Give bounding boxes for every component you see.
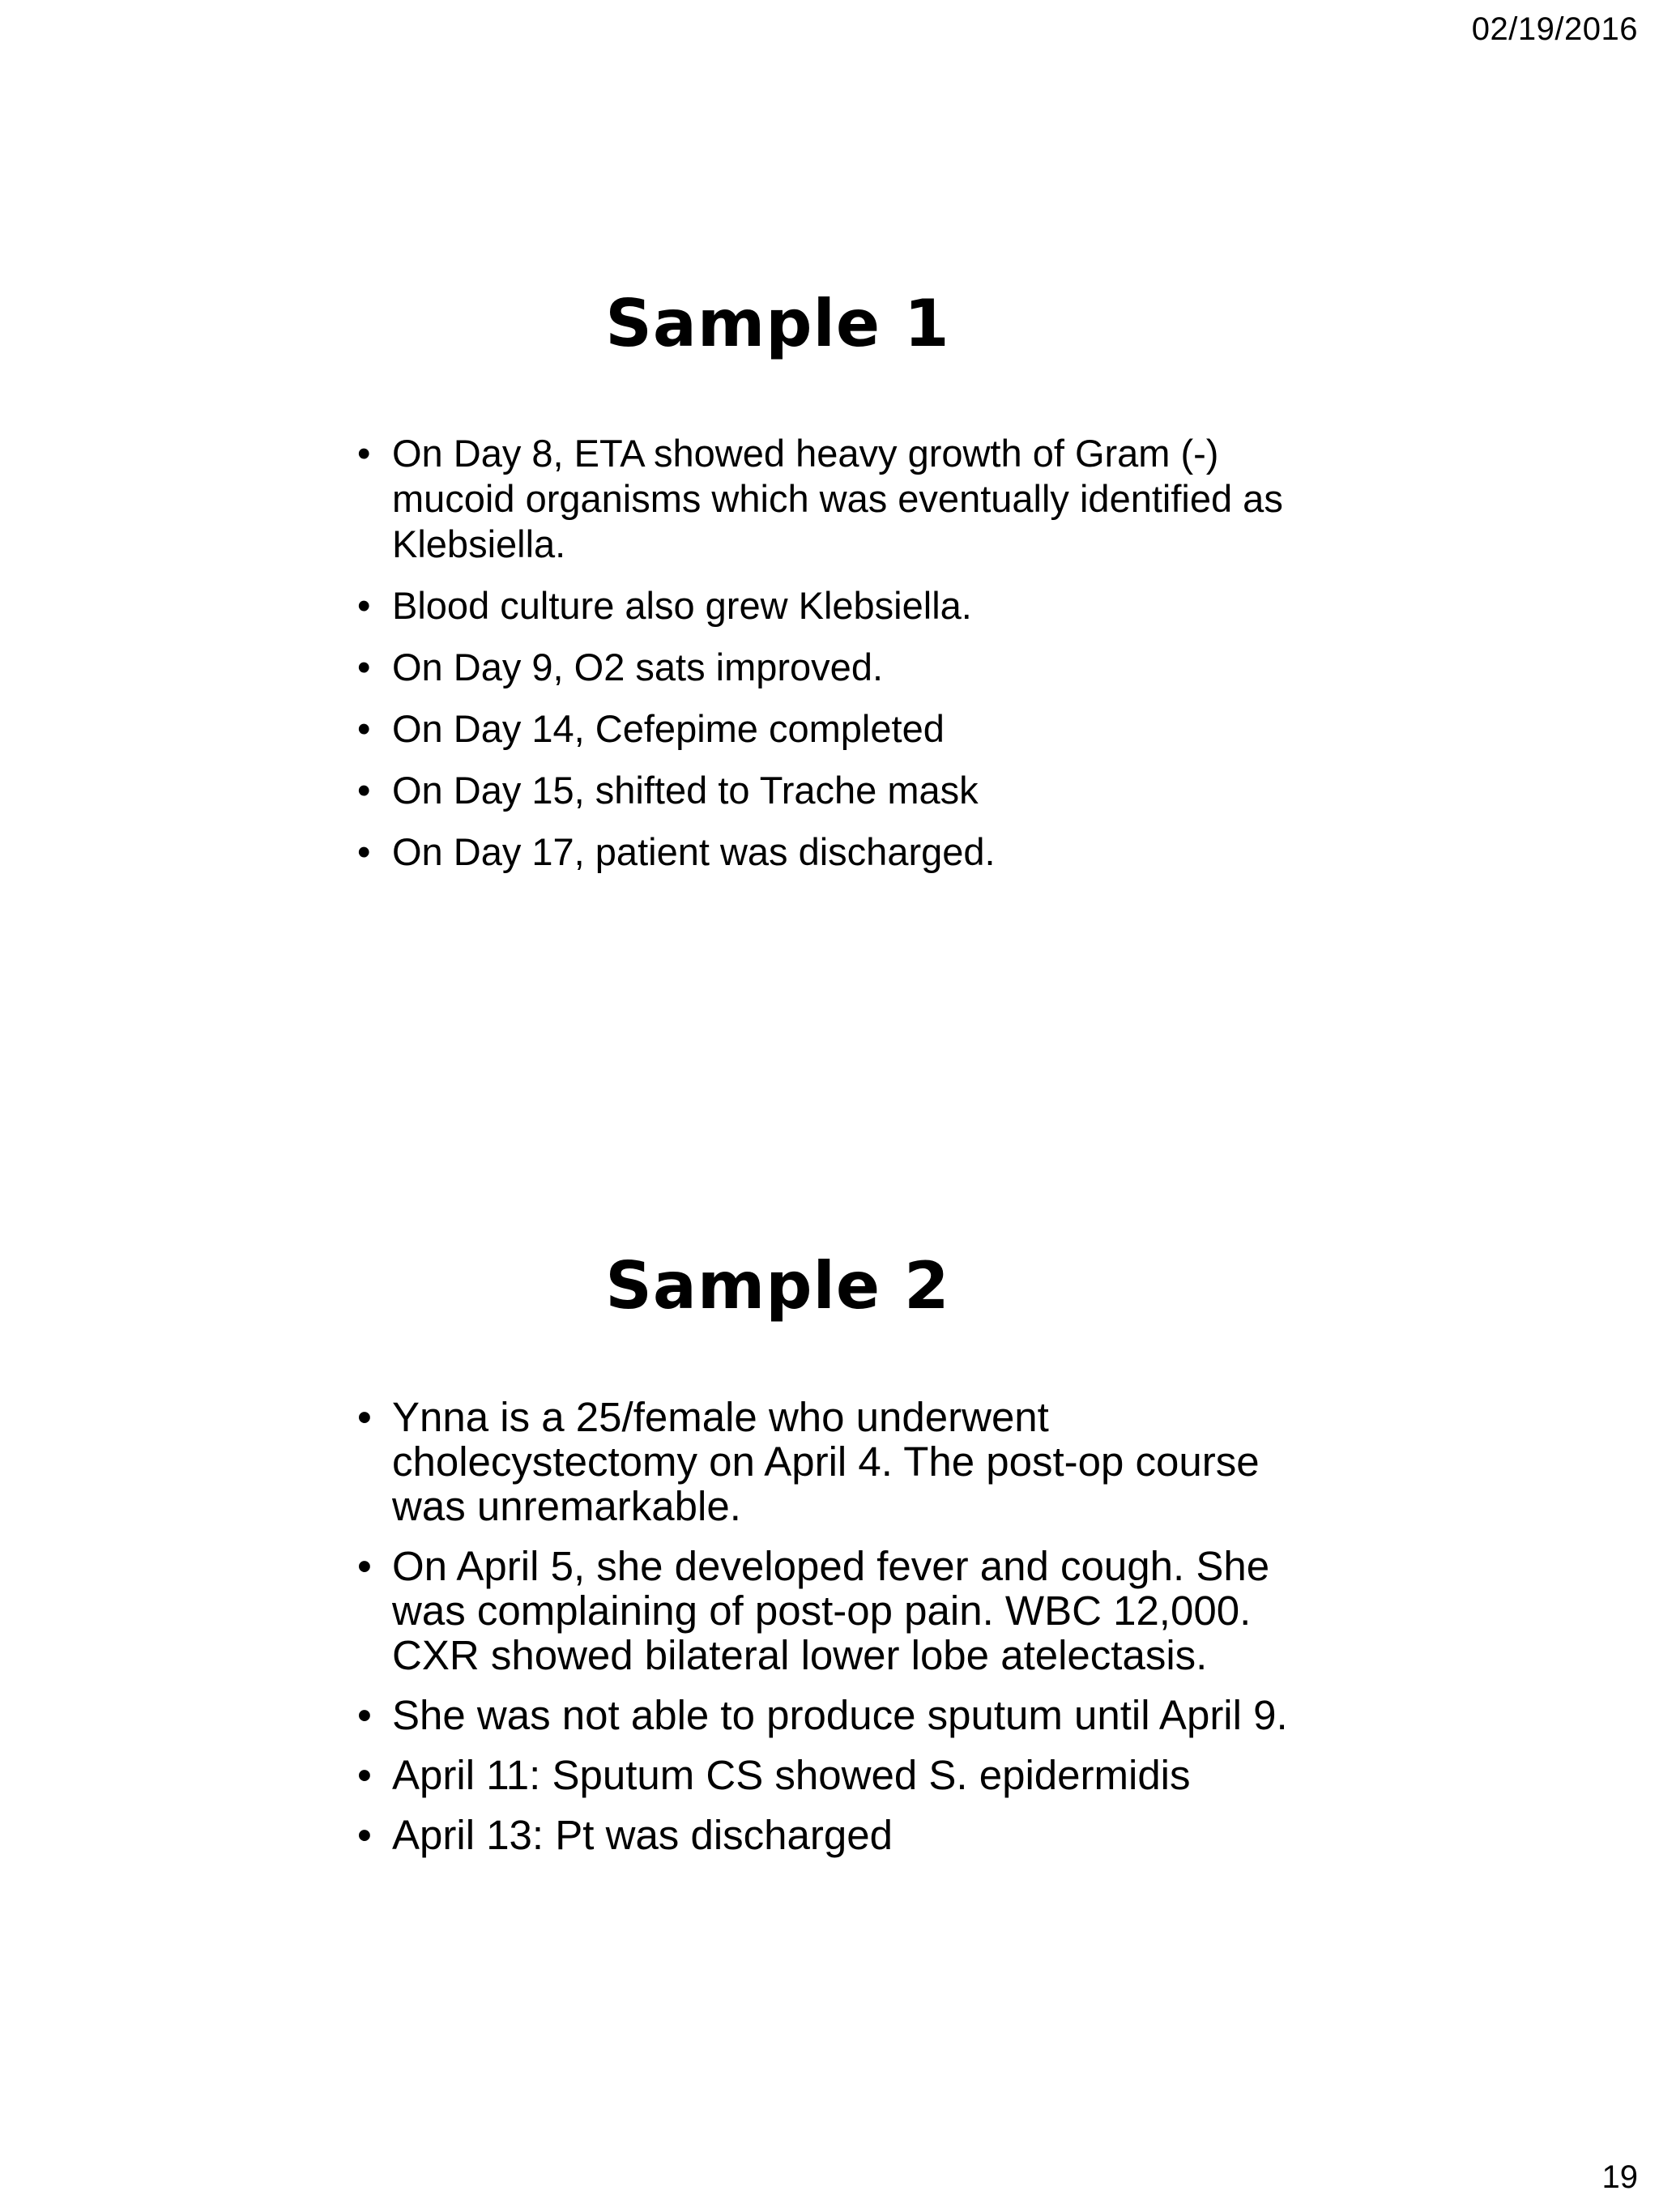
bullet-icon: • (357, 769, 371, 812)
slide-sample-2 (352, 1248, 1308, 1873)
bullet-icon: • (357, 432, 371, 475)
bullet-text: On Day 14, Cefepime completed (392, 707, 945, 750)
bullet-item (352, 1813, 1308, 1857)
bullet-icon: • (357, 707, 371, 750)
bullet-item (352, 645, 1308, 690)
slide-sample-1 (352, 286, 1308, 891)
bullet-text: On Day 9, O2 sats improved. (392, 646, 884, 688)
bullet-icon: • (357, 1394, 372, 1440)
bullet-text: On Day 8, ETA showed heavy growth of Gram (-) mucoid organisms which was eventually identified as Klebsiella. (392, 432, 1283, 565)
bullet-item (352, 1753, 1308, 1797)
bullet-icon: • (357, 830, 371, 873)
bullet-icon: • (357, 1752, 372, 1798)
bullet-icon: • (357, 584, 371, 627)
page-date: 02/19/2016 (1471, 11, 1638, 47)
bullet-item (352, 1395, 1308, 1528)
bullet-icon: • (357, 1543, 372, 1589)
page-number: 19 (1601, 2159, 1638, 2195)
bullet-text: On Day 15, shifted to Trache mask (392, 769, 979, 812)
bullet-item (352, 1544, 1308, 1677)
bullet-icon: • (357, 1812, 372, 1858)
bullet-text: Blood culture also grew Klebsiella. (392, 584, 972, 627)
bullet-text: Ynna is a 25/female who underwent cholecystectomy on April 4. The post-op course was unremarkable. (392, 1394, 1260, 1529)
bullet-text: April 13: Pt was discharged (392, 1812, 893, 1858)
slide-title: Sample 2 (605, 1248, 950, 1323)
bullet-item (352, 829, 1308, 875)
bullet-item (352, 583, 1308, 629)
bullet-text: She was not able to produce sputum until April 9. (392, 1692, 1288, 1738)
bullet-item (352, 1693, 1308, 1737)
bullet-item (352, 706, 1308, 752)
bullet-text: On Day 17, patient was discharged. (392, 830, 996, 873)
bullet-list (352, 1395, 1308, 1857)
bullet-item (352, 431, 1308, 567)
bullet-item (352, 768, 1308, 813)
bullet-text: On April 5, she developed fever and cough. She was complaining of post-op pain. WBC 12,000. CXR showed bilateral lower lobe atelectasis. (392, 1543, 1270, 1678)
bullet-text: April 11: Sputum CS showed S. epidermidis (392, 1752, 1191, 1798)
slide-title: Sample 1 (605, 286, 950, 361)
bullet-icon: • (357, 1692, 372, 1738)
bullet-list (352, 431, 1308, 875)
bullet-icon: • (357, 646, 371, 688)
